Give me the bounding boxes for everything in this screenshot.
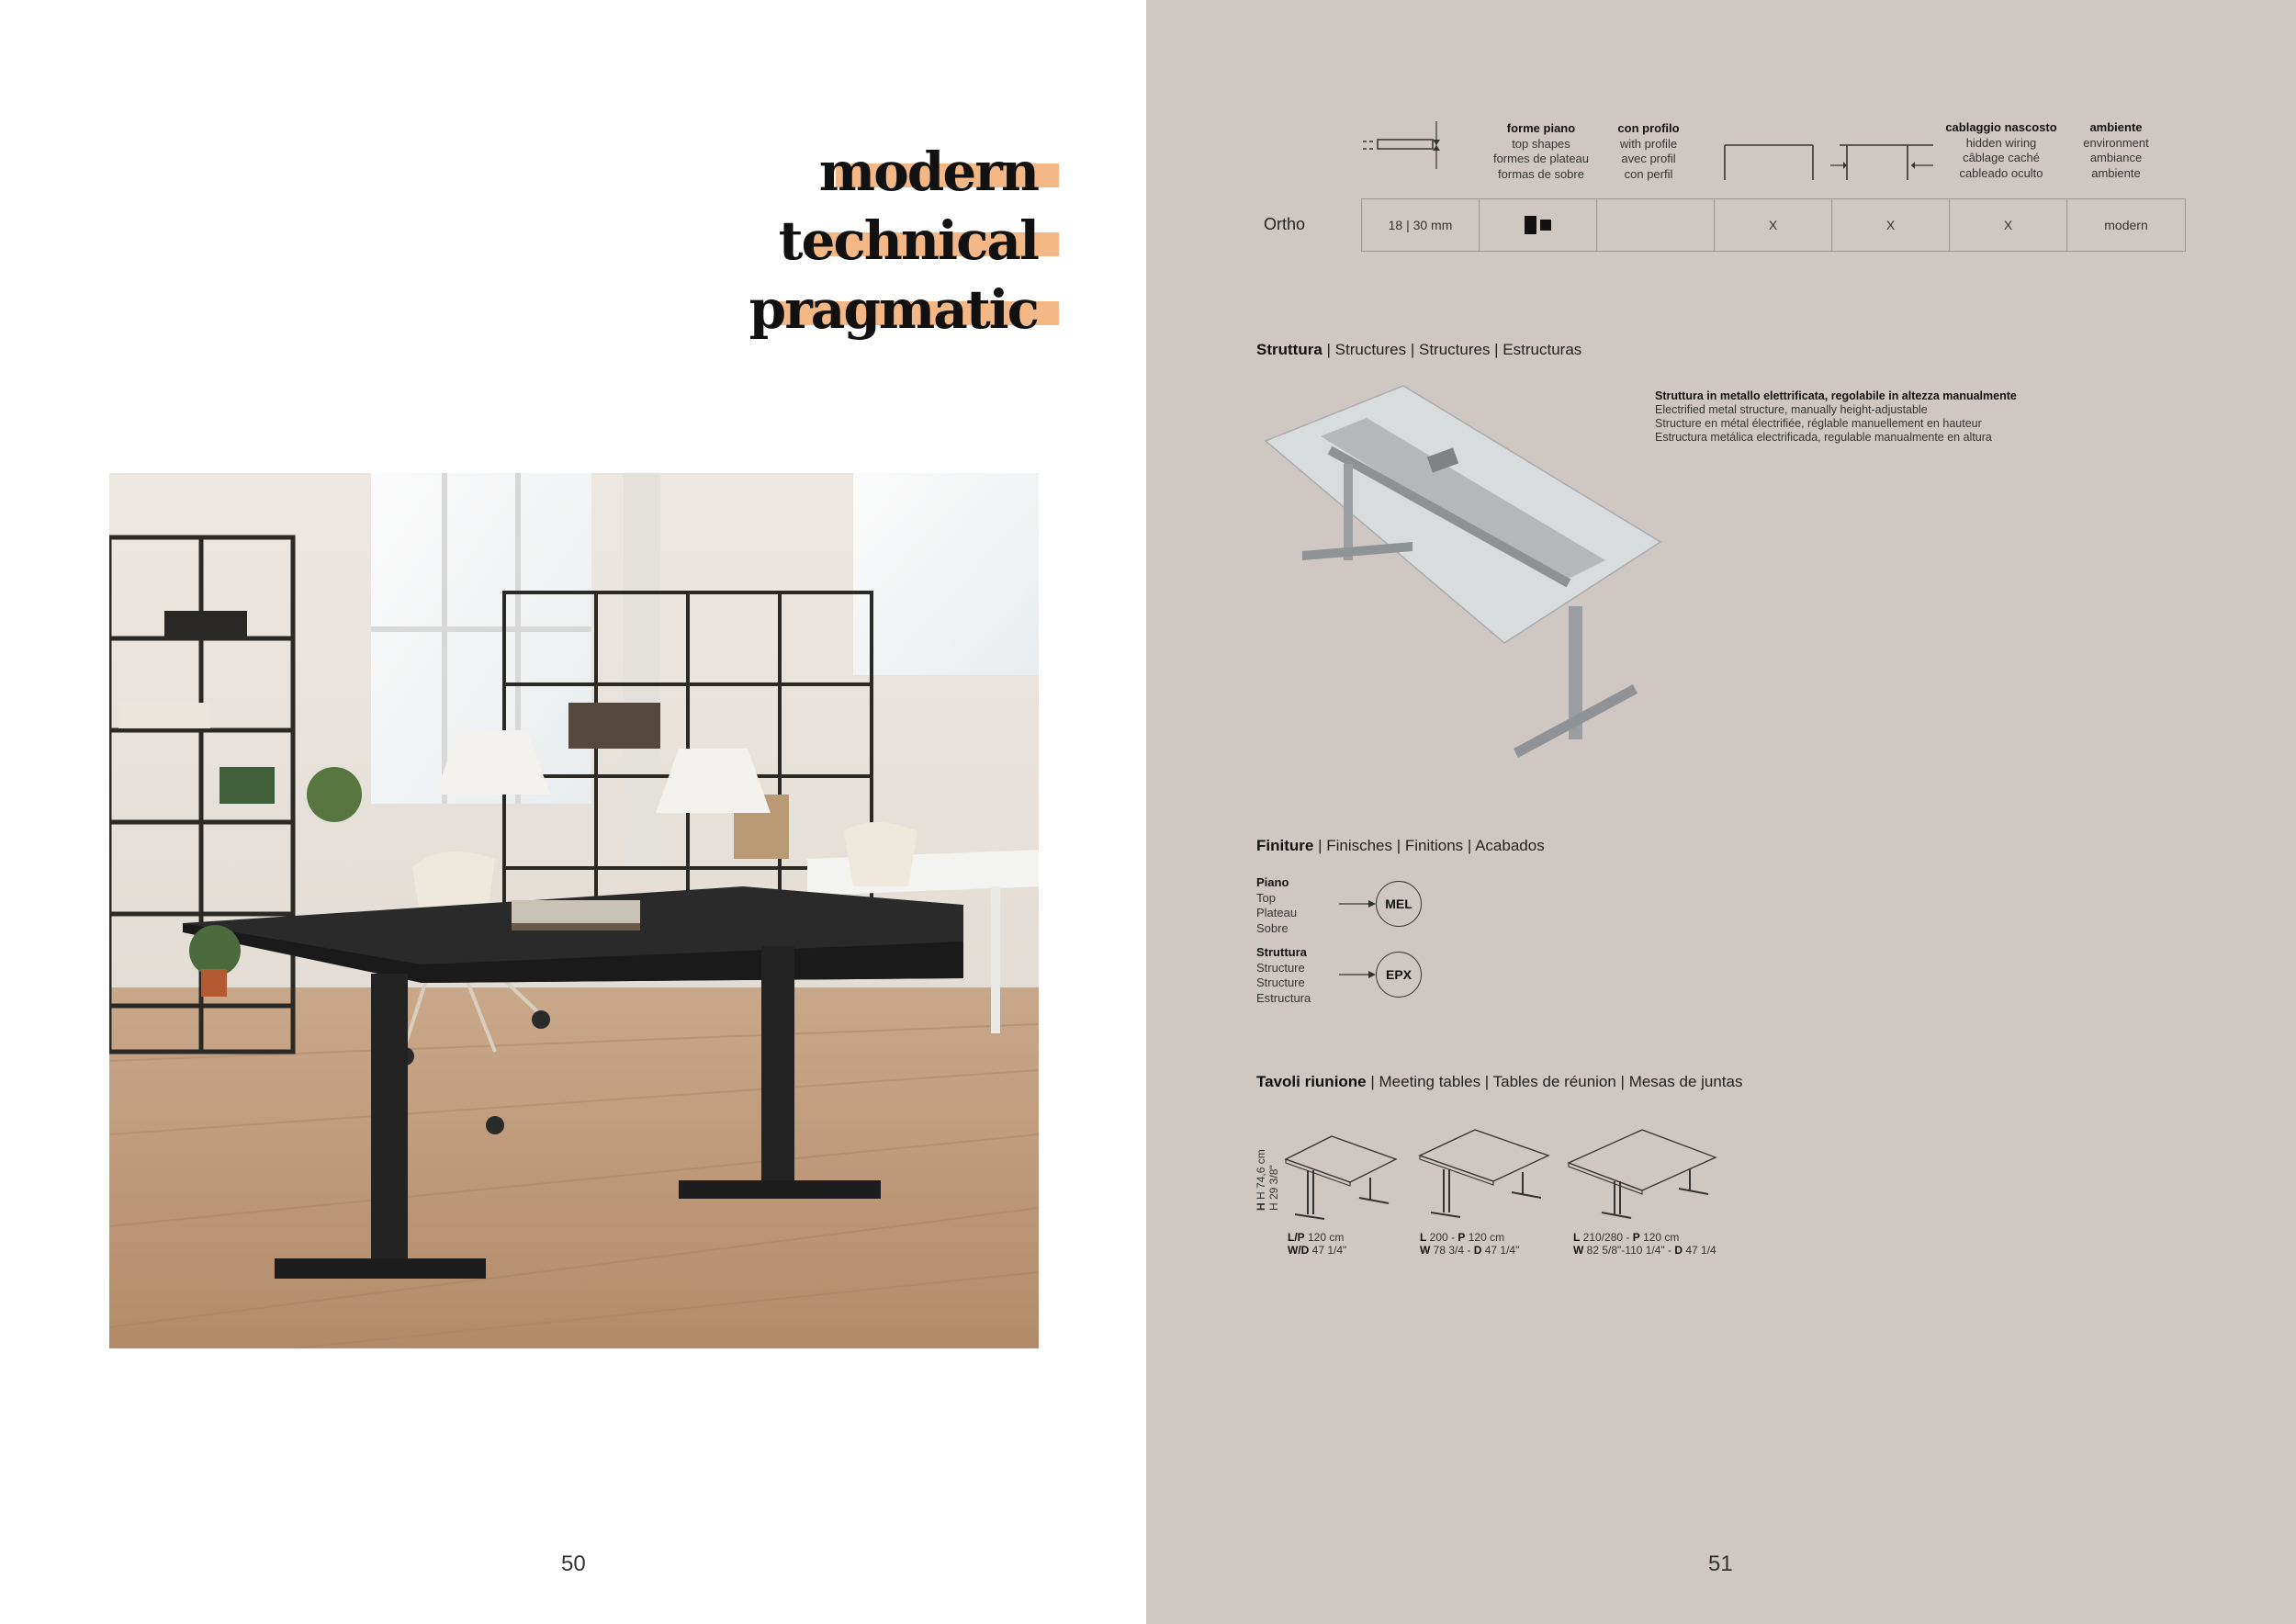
top-shape-icon (1363, 118, 1473, 173)
spec-header-forme-piano: forme piano top shapes formes de plateau formas de sobre (1492, 121, 1590, 181)
structure-description: Struttura in metallo elettrificata, regolabile in altezza manualmente Electrified metal structure, manually height-adjustable Structure en métal électrifiée, réglable manuellement en hauteur Estructura metálica electrificada, regulable manualmente en altura (1655, 389, 2017, 444)
hidden-wiring-cell: X (1949, 198, 2067, 252)
office-photo (109, 473, 1039, 1348)
meeting-tables-heading: Tavoli riunione | Meeting tables | Tables de réunion | Mesas de juntas (1256, 1073, 1743, 1090)
height-label: H H 74,6 cm (1255, 1149, 1267, 1211)
profile-cell (1596, 198, 1715, 252)
meeting-table-large-dims: L 210/280 - P 120 cm W 82 5/8"-110 1/4" - D 47 1/4 (1573, 1231, 1716, 1257)
leg-panel-cell: X (1714, 198, 1832, 252)
arrow-icon (1339, 899, 1376, 908)
meeting-table-small-dims: L/P 120 cm W/D 47 1/4" (1288, 1231, 1347, 1257)
finishes-heading: Finiture | Finisches | Finitions | Acabados (1256, 837, 1545, 854)
meeting-table-small (1286, 1132, 1405, 1224)
leg-inset-cell: X (1831, 198, 1950, 252)
meeting-table-medium (1420, 1128, 1558, 1220)
headline-word-2: technical (778, 209, 1038, 272)
environment-cell: modern (2066, 198, 2186, 252)
top-shape-icon (1523, 215, 1554, 235)
top-shape-cell (1479, 198, 1597, 252)
structure-illustration (1266, 377, 1670, 762)
spec-header-con-profilo: con profilo with profile avec profil con perfil (1617, 121, 1680, 181)
page-number: 51 (1708, 1551, 1733, 1576)
spec-header-cablaggio: cablaggio nascosto hidden wiring câblage caché cableado oculto (1945, 120, 2057, 180)
headline-word-3: pragmatic (748, 278, 1038, 341)
meeting-table-medium-dims: L 200 - P 120 cm W 78 3/4 - D 47 1/4" (1420, 1231, 1520, 1257)
headline-word-1: modern (818, 141, 1038, 203)
finish-top-label: Piano Top Plateau Sobre (1256, 875, 1298, 935)
spec-header-ambiente: ambiente environment ambiance ambiente (2083, 120, 2149, 180)
arrow-icon (1339, 970, 1376, 979)
thickness-cell: 18 | 30 mm (1361, 198, 1480, 252)
finish-structure-code: EPX (1376, 952, 1422, 998)
leg-icon-inset (1830, 141, 1941, 184)
height-label-inches: H 29 3/8" (1267, 1165, 1280, 1211)
product-name: Ortho (1264, 215, 1306, 233)
left-page (0, 0, 1146, 1624)
meeting-table-large (1569, 1128, 1725, 1220)
leg-icon-panel (1723, 141, 1815, 184)
finish-structure-label: Struttura Structure Structure Estructura (1256, 945, 1311, 1005)
structures-heading: Struttura | Structures | Structures | Estructuras (1256, 341, 1582, 358)
right-page (1146, 0, 2296, 1624)
page-number: 50 (561, 1551, 586, 1576)
finish-top-code: MEL (1376, 881, 1422, 927)
